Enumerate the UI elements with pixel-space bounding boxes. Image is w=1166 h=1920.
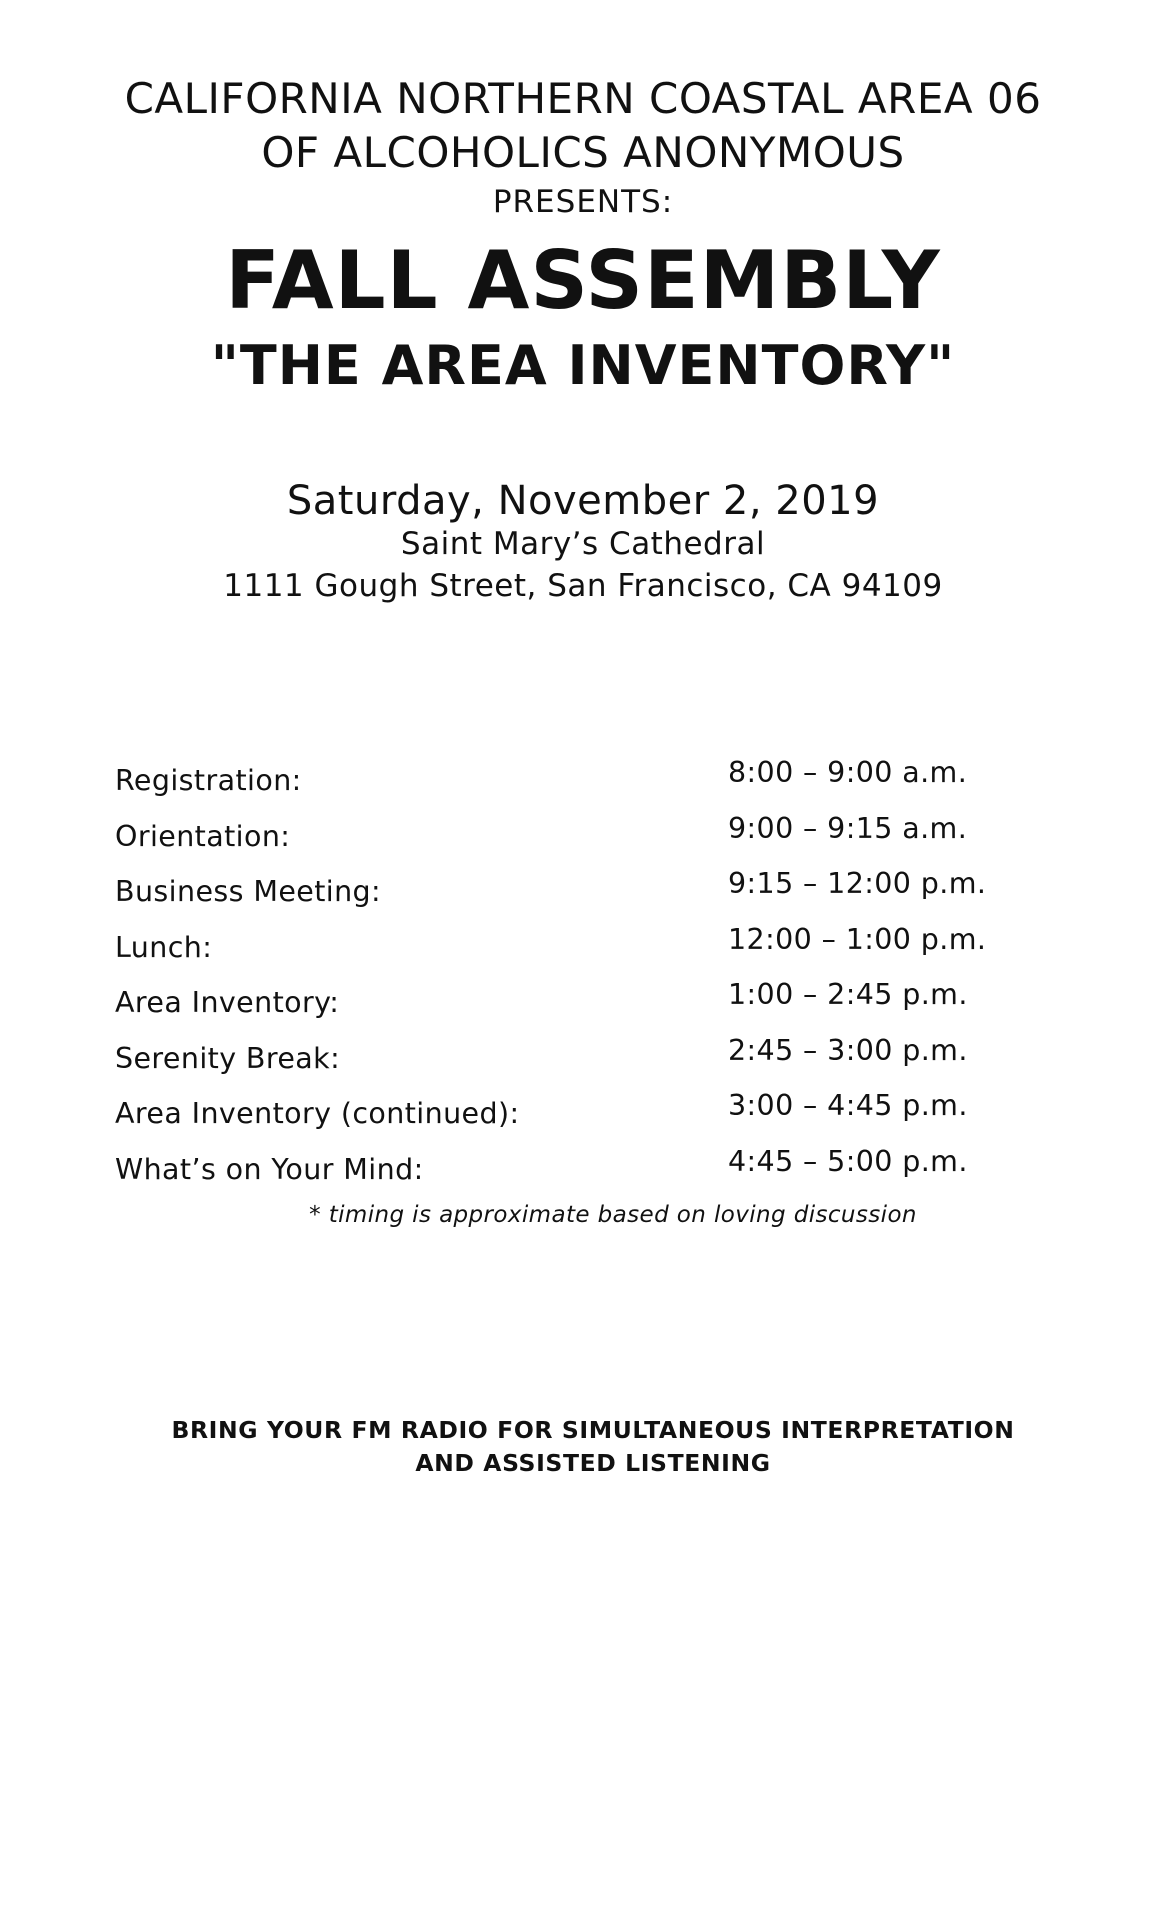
schedule-row-registration — [0, 756, 1166, 812]
schedule-time: 8:00 – 9:00 a.m. — [728, 756, 968, 789]
schedule-time: 3:00 – 4:45 p.m. — [728, 1089, 968, 1122]
schedule-time: 9:00 – 9:15 a.m. — [728, 811, 968, 845]
schedule-row-business-meeting — [0, 867, 1166, 923]
schedule-label: Orientation: — [115, 819, 291, 853]
timing-note: * timing is approximate based on loving discussion — [309, 1202, 917, 1228]
presents-label: PRESENTS: — [492, 184, 674, 220]
schedule-row-serenity-break — [0, 1034, 1166, 1090]
schedule-time: 12:00 – 1:00 p.m. — [728, 922, 987, 956]
notice-line1: BRING YOUR FM RADIO FOR SIMULTANEOUS INTERPRETATION — [171, 1416, 1015, 1444]
event-subtitle: "THE AREA INVENTORY" — [210, 334, 956, 397]
org-name-line2: OF ALCOHOLICS ANONYMOUS — [261, 128, 905, 177]
schedule-row-orientation — [0, 812, 1166, 868]
schedule-row-whats-on-your-mind — [0, 1145, 1166, 1201]
event-title: FALL ASSEMBLY — [225, 234, 941, 327]
schedule-label: Area Inventory: — [115, 986, 340, 1019]
schedule-label: Lunch: — [115, 930, 213, 964]
schedule-label: Registration: — [115, 764, 302, 797]
schedule-time: 4:45 – 5:00 p.m. — [728, 1144, 968, 1178]
fm-radio-notice — [0, 1414, 1166, 1480]
event-venue: Saint Mary’s Cathedral — [400, 526, 766, 562]
schedule-time: 1:00 – 2:45 p.m. — [728, 978, 968, 1011]
schedule-label: Area Inventory (continued): — [115, 1097, 520, 1130]
event-date: Saturday, November 2, 2019 — [286, 478, 880, 524]
event-address: 1111 Gough Street, San Francisco, CA 94109 — [223, 568, 943, 604]
schedule-label: Business Meeting: — [115, 875, 382, 908]
schedule-label: Serenity Break: — [115, 1041, 341, 1075]
org-name-line1: CALIFORNIA NORTHERN COASTAL AREA 06 — [124, 74, 1042, 123]
schedule-row-area-inventory — [0, 978, 1166, 1034]
schedule-time: 9:15 – 12:00 p.m. — [728, 867, 987, 900]
schedule-label: What’s on Your Mind: — [115, 1152, 424, 1186]
notice-line2: AND ASSISTED LISTENING — [415, 1449, 771, 1477]
schedule-time: 2:45 – 3:00 p.m. — [728, 1033, 968, 1067]
schedule-list — [0, 756, 1166, 1200]
schedule-row-lunch — [0, 923, 1166, 979]
schedule-row-area-inventory-continued — [0, 1089, 1166, 1145]
